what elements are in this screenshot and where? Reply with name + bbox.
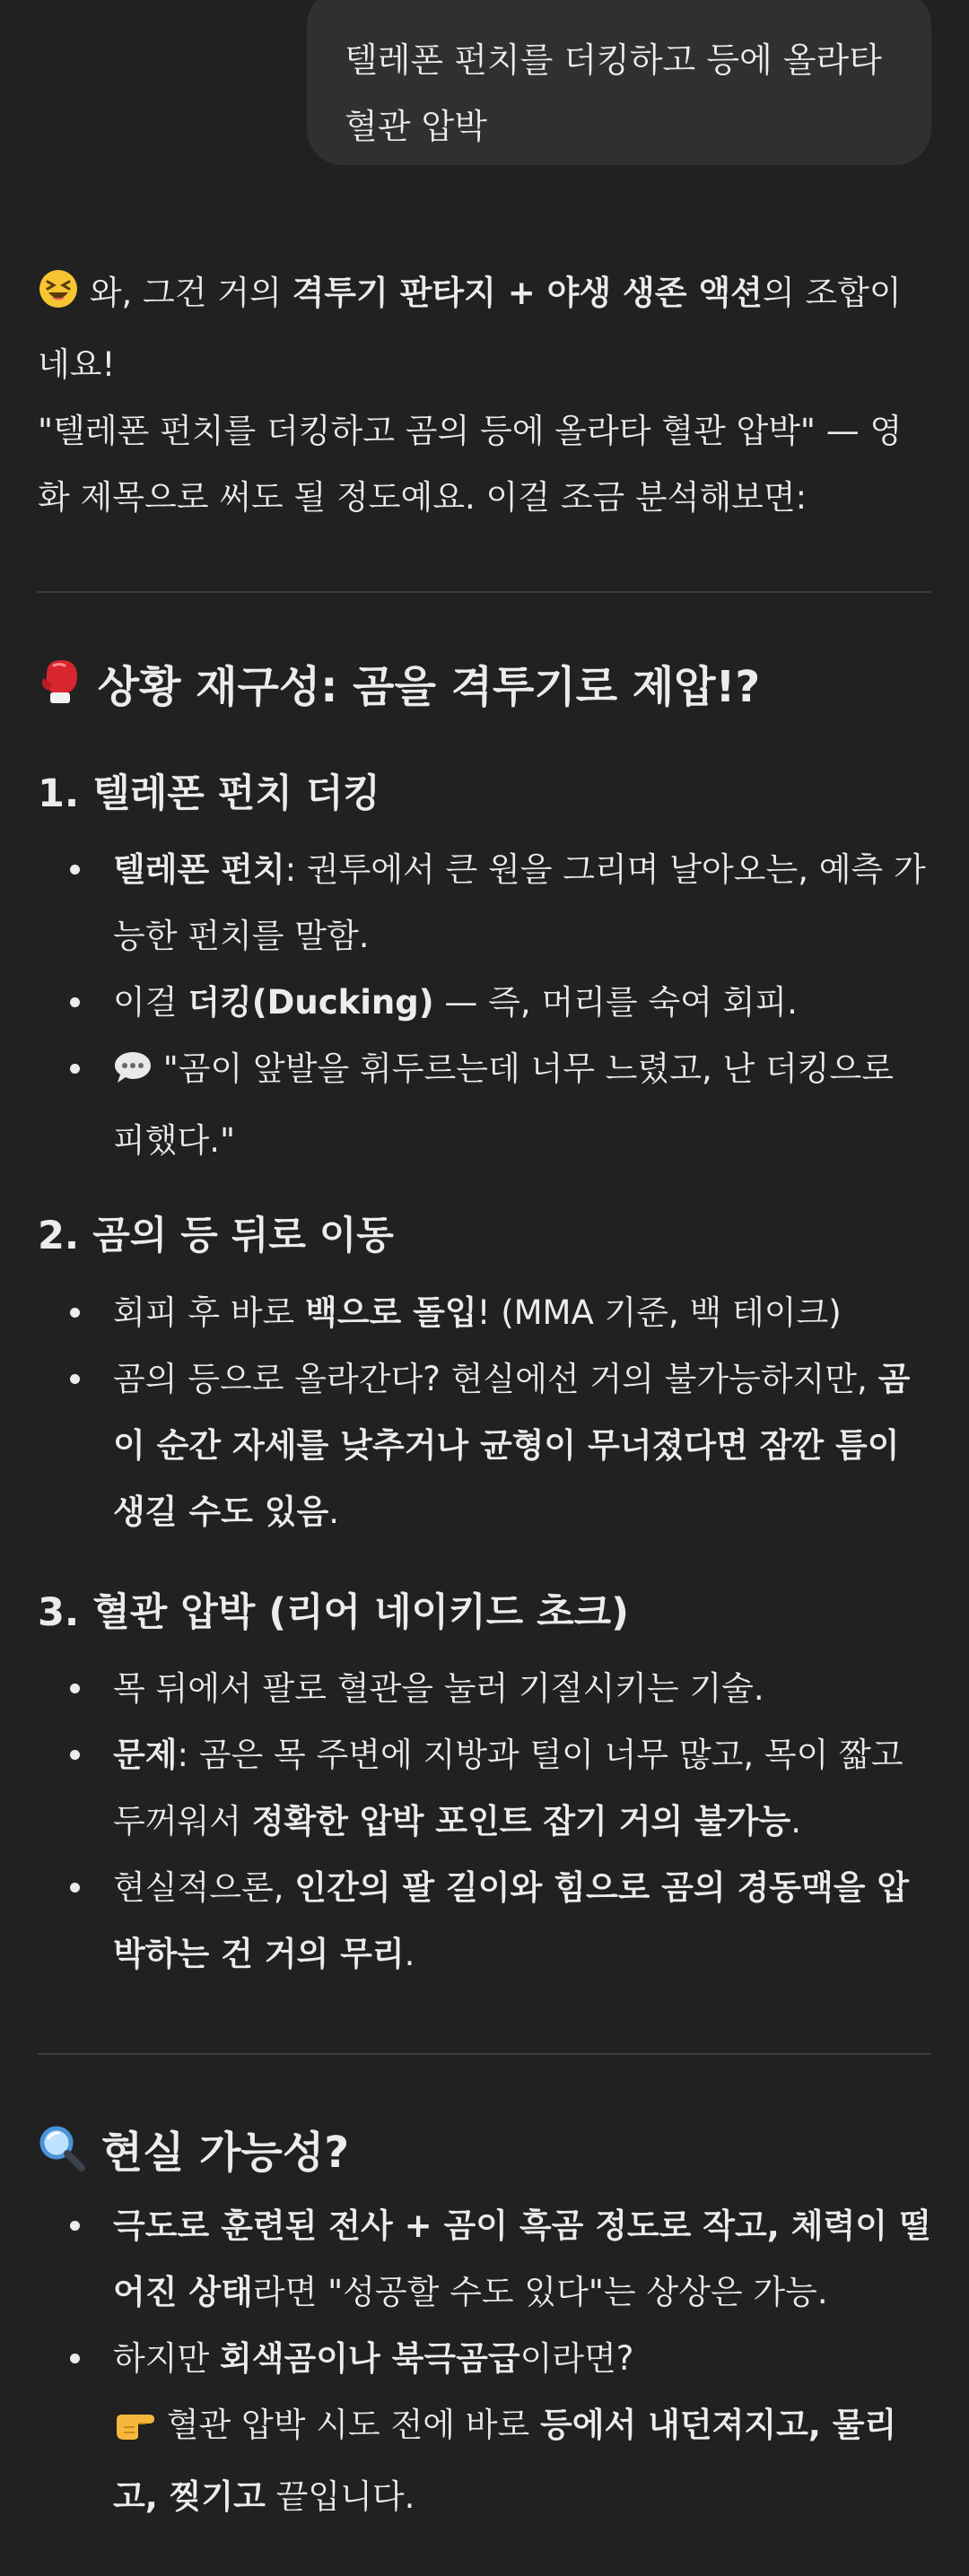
subsection-heading — [38, 769, 931, 819]
subsection-title: 2. 곰의 등 뒤로 이동 — [38, 1214, 394, 1258]
list-item: 텔레폰 펀치: 권투에서 큰 원을 그리며 날아오는, 예측 가능한 펀치를 말함. — [38, 837, 931, 970]
list-item: 이걸 더킹(Ducking) — 즉, 머리를 숙여 회피. — [38, 970, 931, 1036]
section-heading — [38, 2124, 931, 2185]
subsection-title: 3. 혈관 압박 (리어 네이키드 초크) — [38, 1590, 629, 1635]
list-item: 극도로 훈련된 전사 + 곰이 흑곰 정도로 작고, 체력이 떨어진 상태라면 "성공할 수도 있다"는 상상은 가능. — [38, 2193, 931, 2326]
list-item: 곰의 등으로 올라간다? 현실에선 거의 불가능하지만, 곰이 순간 자세를 낮추거나 균형이 무너졌다면 잠깐 틈이 생길 수도 있음. — [38, 1346, 931, 1545]
section-title: 상황 재구성: 곰을 격투기로 제압!? — [97, 662, 761, 712]
section-title: 현실 가능성? — [100, 2128, 350, 2178]
subsection-title: 1. 텔레폰 펀치 더킹 — [38, 771, 380, 816]
user-message-line: 텔레폰 펀치를 더킹하고 등에 올라타 — [345, 40, 882, 80]
list-item: 목 뒤에서 팔로 혈관을 눌러 기절시키는 기술. — [38, 1656, 931, 1722]
pointing-right-hand-icon — [113, 2398, 156, 2464]
grinning-squinting-face-icon — [38, 265, 79, 332]
section-divider — [38, 591, 931, 593]
subsection-heading — [38, 1211, 931, 1261]
section-heading — [38, 657, 931, 719]
subsection-heading — [38, 1588, 931, 1638]
list-item: 회피 후 바로 백으로 돌입! (MMA 기준, 백 테이크) — [38, 1280, 931, 1346]
section-divider — [38, 2053, 931, 2055]
intro-paragraph-2: "텔레폰 펀치를 더킹하고 곰의 등에 올라타 혈관 압박" — 영화 제목으로 써도 될 정도예요. 이걸 조금 분석해보면: — [38, 412, 903, 517]
user-message-bubble — [307, 0, 931, 165]
boxing-glove-icon — [38, 657, 83, 719]
bullet-list — [38, 2193, 931, 2530]
bullet-list — [38, 837, 931, 1174]
bullet-list — [38, 1656, 931, 1988]
list-item: "곰이 앞발을 휘두르는데 너무 느렸고, 난 더킹으로 피했다." — [38, 1036, 931, 1174]
list-item: 하지만 회색곰이나 북극곰급이라면? 혈관 압박 시도 전에 바로 등에서 내던져지고, 물리고, 찢기고 끝입니다. — [38, 2326, 931, 2530]
magnifier-icon — [38, 2124, 86, 2185]
intro-paragraph: 와, 그건 거의 격투기 판타지 + 야생 생존 액션의 조합이네요! — [38, 260, 931, 398]
list-item: 현실적으론, 인간의 팔 길이와 힘으로 곰의 경동맥을 압박하는 건 거의 무리. — [38, 1855, 931, 1988]
user-message-line: 혈관 압박 — [345, 107, 487, 146]
bullet-list — [38, 1280, 931, 1545]
list-item: 문제: 곰은 목 주변에 지방과 털이 너무 많고, 목이 짧고 두꺼워서 정확한 압박 포인트 잡기 거의 불가능. — [38, 1722, 931, 1855]
assistant-intro — [38, 260, 931, 531]
speech-balloon-icon — [113, 1041, 153, 1108]
